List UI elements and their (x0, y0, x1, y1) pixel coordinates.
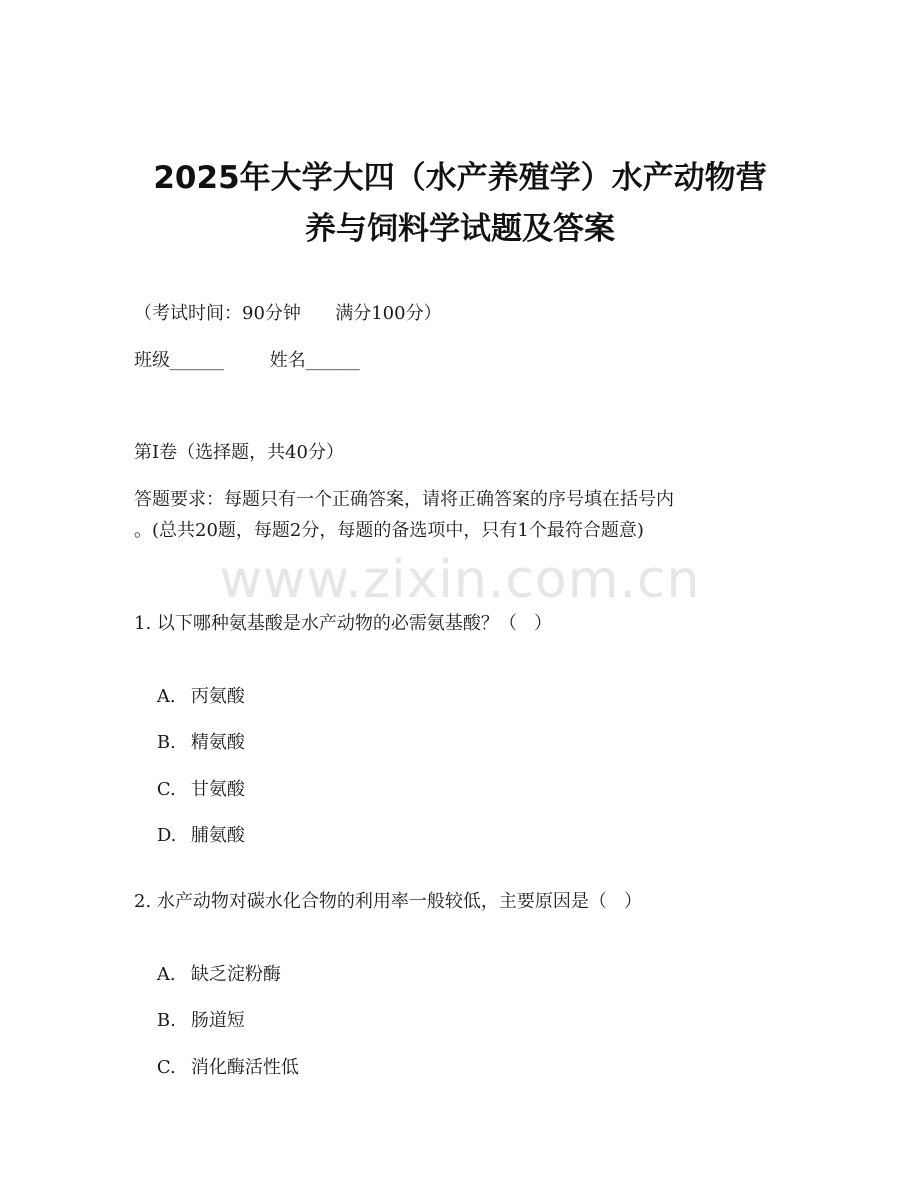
option-letter: B. (156, 1010, 176, 1031)
option-letter: B. (156, 732, 176, 753)
question-2-stem: 2. 水产动物对碳水化合物的利用率一般较低，主要原因是（ ） (134, 891, 643, 912)
question-1-option-d (134, 797, 245, 875)
question-1-stem: 1. 以下哪种氨基酸是水产动物的必需氨基酸？（ ） (134, 613, 553, 634)
instructions-line-1: 答题要求：每题只有一个正确答案，请将正确答案的序号填在括号内 (134, 489, 674, 510)
option-letter: A. (156, 964, 176, 985)
option-letter: C. (156, 779, 176, 800)
watermark: www.zixin.com.cn (219, 550, 701, 610)
option-text: 精氨酸 (190, 732, 245, 753)
question-2-option-c (134, 1029, 299, 1107)
option-text: 缺乏淀粉酶 (190, 964, 281, 985)
option-letter: C. (156, 1057, 176, 1078)
exam-info: （考试时间：90分钟 满分100分） (134, 303, 442, 324)
document-title-line-1: 2025年大学大四（水产养殖学）水产动物营 (153, 160, 767, 196)
instructions-line-2: 。(总共20题，每题2分，每题的备选项中，只有1个最符合题意) (134, 520, 644, 541)
option-letter: D. (156, 825, 177, 846)
class-name-fields: 班级______ 姓名______ (134, 350, 360, 371)
option-text: 甘氨酸 (190, 779, 245, 800)
option-letter: A. (156, 686, 176, 707)
section-heading: 第I卷（选择题，共40分） (134, 442, 345, 463)
option-text: 丙氨酸 (190, 686, 245, 707)
option-text: 肠道短 (190, 1010, 245, 1031)
option-text: 消化酶活性低 (190, 1057, 299, 1078)
document-title-line-2: 养与饲料学试题及答案 (305, 211, 615, 247)
option-text: 脯氨酸 (190, 825, 245, 846)
